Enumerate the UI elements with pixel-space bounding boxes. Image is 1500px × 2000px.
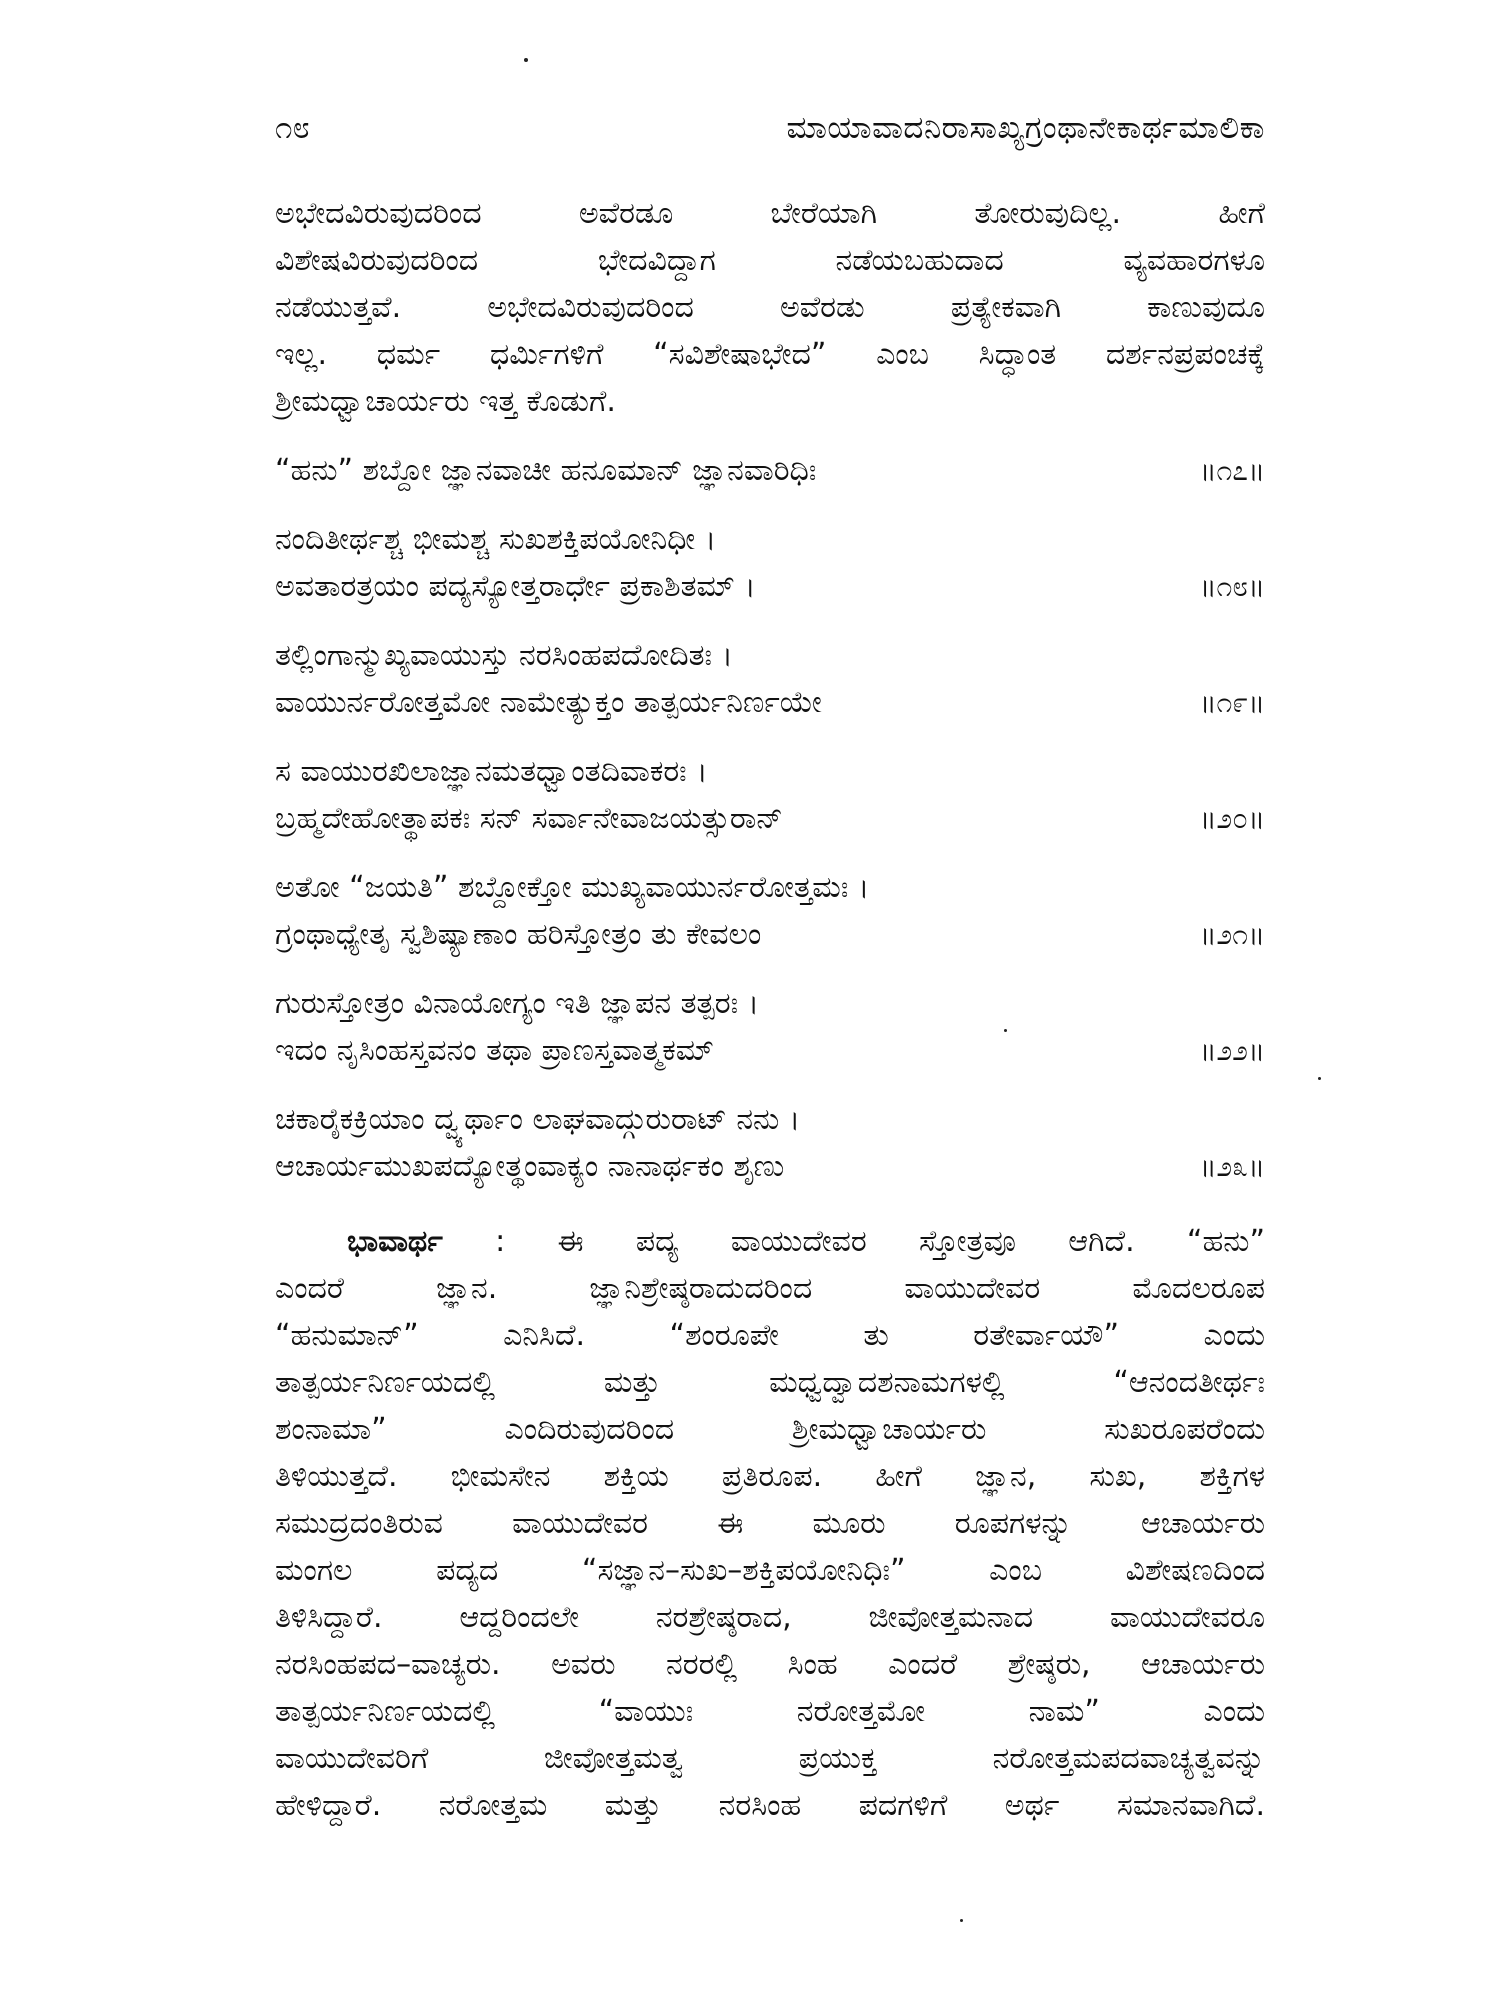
verse-21 — [275, 864, 1265, 958]
verse-number: ॥೨೩॥ — [1199, 1150, 1265, 1183]
text-line: ನಡೆಯುತ್ತವೆ. ಅಭೇದವಿರುವುದರಿಂದ ಅವೆರಡು ಪ್ರತ್ಯೇಕವಾಗಿ ಕಾಣುವುದೂ — [275, 290, 1265, 325]
verse-line: ಅವತಾರತ್ರಯಂ ಪದ್ಯಸ್ಯೋತ್ತರಾರ್ಧೇ ಪ್ರಕಾಶಿತಮ್ । — [275, 569, 756, 604]
scan-speck — [1318, 1077, 1321, 1080]
text-line — [275, 1218, 1265, 1265]
text-line: ವಾಯುದೇವರಿಗೆ ಜೀವೋತ್ತಮತ್ವ ಪ್ರಯುಕ್ತ ನರೋತ್ತಮಪದವಾಚ್ಯತ್ವವನ್ನು — [275, 1741, 1265, 1776]
running-title: ಮಾಯಾವಾದನಿರಾಸಾಖ್ಯಗ್ರಂಥಾನೇಕಾರ್ಥಮಾಲಿಕಾ — [786, 110, 1265, 146]
bhavartha-label: ಭಾವಾರ್ಥ — [347, 1224, 443, 1259]
text-line: ನರಸಿಂಹಪದ–ವಾಚ್ಯರು. ಅವರು ನರರಲ್ಲಿ ಸಿಂಹ ಎಂದರೆ ಶ್ರೇಷ್ಠರು, ಆಚಾರ್ಯರು — [275, 1647, 1265, 1682]
verse-line: ನಂದಿತೀರ್ಥಶ್ಚ ಭೀಮಶ್ಚ ಸುಖಶಕ್ತಿಪಯೋನಿಧೀ । — [275, 522, 717, 557]
page-header — [275, 110, 1265, 166]
text-line: ಇಲ್ಲ. ಧರ್ಮ ಧರ್ಮಿಗಳಿಗೆ “ಸವಿಶೇಷಾಭೇದ” ಎಂಬ ಸಿದ್ಧಾಂತ ದರ್ಶನಪ್ರಪಂಚಕ್ಕೆ — [275, 337, 1265, 372]
verse-20 — [275, 748, 1265, 842]
verse-number: ॥೨೧॥ — [1199, 918, 1265, 951]
scan-speck — [524, 58, 528, 62]
verse-number: ॥೧೯॥ — [1199, 686, 1265, 719]
verse-line: ವಾಯುರ್ನರೋತ್ತಮೋ ನಾಮೇತ್ಯುಕ್ತಂ ತಾತ್ಪರ್ಯನಿರ್ಣಯೇ — [275, 685, 822, 720]
text-line: ತಾತ್ಪರ್ಯನಿರ್ಣಯದಲ್ಲಿ “ವಾಯುಃ ನರೋತ್ತಮೋ ನಾಮ” ಎಂದು — [275, 1694, 1265, 1729]
book-page — [275, 110, 1265, 1829]
verse-line: ತಲ್ಲಿಂಗಾನ್ಮುಖ್ಯವಾಯುಸ್ತು ನರಸಿಂಹಪದೋದಿತಃ । — [275, 638, 733, 673]
scan-speck — [960, 1919, 963, 1922]
verse-line: ಬ್ರಹ್ಮದೇಹೋತ್ಥಾಪಕಃ ಸನ್ ಸರ್ವಾನೇವಾಜಯತ್ಸುರಾನ್ — [275, 801, 783, 836]
verse-line: ಗ್ರಂಥಾಧ್ಯೇತೃ ಸ್ವಶಿಷ್ಯಾಣಾಂ ಹರಿಸ್ತೋತ್ರಂ ತು ಕೇವಲಂ — [275, 917, 762, 952]
text-line: ತಾತ್ಪರ್ಯನಿರ್ಣಯದಲ್ಲಿ ಮತ್ತು ಮಧ್ವದ್ವಾದಶನಾಮಗಳಲ್ಲಿ “ಆನಂದತೀರ್ಥಃ — [275, 1365, 1265, 1400]
text-line: ಶ್ರೀಮಧ್ವಾಚಾರ್ಯರು ಇತ್ತ ಕೊಡುಗೆ. — [275, 384, 616, 419]
bhavartha-first-line: : ಈ ಪದ್ಯ ವಾಯುದೇವರ ಸ್ತೋತ್ರವೂ ಆಗಿದೆ. “ಹನು” — [495, 1224, 1265, 1259]
verse-23 — [275, 1096, 1265, 1190]
verse-number: ॥೨೨॥ — [1199, 1034, 1265, 1067]
verse-line: ಇದಂ ನೃಸಿಂಹಸ್ತವನಂ ತಥಾ ಪ್ರಾಣಸ್ತವಾತ್ಮಕಮ್ — [275, 1033, 714, 1068]
text-line: ತಿಳಿಯುತ್ತದೆ. ಭೀಮಸೇನ ಶಕ್ತಿಯ ಪ್ರತಿರೂಪ. ಹೀಗೆ ಜ್ಞಾನ, ಸುಖ, ಶಕ್ತಿಗಳ — [275, 1459, 1265, 1494]
verse-number: ॥೧೮॥ — [1199, 570, 1265, 603]
text-line: ವಿಶೇಷವಿರುವುದರಿಂದ ಭೇದವಿದ್ದಾಗ ನಡೆಯಬಹುದಾದ ವ್ಯವಹಾರಗಳೂ — [275, 243, 1265, 278]
text-line: ಸಮುದ್ರದಂತಿರುವ ವಾಯುದೇವರ ಈ ಮೂರು ರೂಪಗಳನ್ನು ಆಚಾರ್ಯರು — [275, 1506, 1265, 1541]
text-line: ಮಂಗಲ ಪದ್ಯದ “ಸಜ್ಞಾನ–ಸುಖ–ಶಕ್ತಿಪಯೋನಿಧಿಃ” ಎಂಬ ವಿಶೇಷಣದಿಂದ — [275, 1553, 1265, 1588]
text-line: “ಹನುಮಾನ್” ಎನಿಸಿದೆ. “ಶಂರೂಪೇ ತು ರತೇರ್ವಾಯೌ” ಎಂದು — [275, 1318, 1265, 1353]
intro-paragraph — [275, 190, 1265, 425]
verse-number: ॥೨೦॥ — [1199, 802, 1265, 835]
verse-19 — [275, 632, 1265, 726]
text-line: ಎಂದರೆ ಜ್ಞಾನ. ಜ್ಞಾನಿಶ್ರೇಷ್ಠರಾದುದರಿಂದ ವಾಯುದೇವರ ಮೊದಲರೂಪ — [275, 1271, 1265, 1306]
verse-line: ಗುರುಸ್ತೋತ್ರಂ ವಿನಾಯೋಗ್ಯಂ ಇತಿ ಜ್ಞಾಪನ ತತ್ಪರಃ । — [275, 986, 760, 1021]
verse-line: ಅತೋ “ಜಯತಿ” ಶಬ್ದೋಕ್ತೋ ಮುಖ್ಯವಾಯುರ್ನರೋತ್ತಮಃ । — [275, 870, 870, 905]
bhavartha-paragraph — [275, 1218, 1265, 1829]
verse-line: “ಹನು” ಶಬ್ದೋ ಜ್ಞಾನವಾಚೀ ಹನೂಮಾನ್ ಜ್ಞಾನವಾರಿಧಿಃ — [275, 453, 817, 488]
verse-line: ಚಕಾರೈಕಕ್ರಿಯಾಂ ದ್ವ್ಯರ್ಥಾಂ ಲಾಘವಾದ್ಗುರುರಾಟ್ ನನು । — [275, 1102, 801, 1137]
verse-line: ಆಚಾರ್ಯಮುಖಪದ್ಯೋತ್ಥಂವಾಕ್ಯಂ ನಾನಾರ್ಥಕಂ ಶೃಣು — [275, 1149, 785, 1184]
text-line: ಅಭೇದವಿರುವುದರಿಂದ ಅವೆರಡೂ ಬೇರೆಯಾಗಿ ತೋರುವುದಿಲ್ಲ. ಹೀಗೆ — [275, 196, 1265, 231]
text-line: ತಿಳಿಸಿದ್ದಾರೆ. ಆದ್ದರಿಂದಲೇ ನರಶ್ರೇಷ್ಠರಾದ, ಜೀವೋತ್ತಮನಾದ ವಾಯುದೇವರೂ — [275, 1600, 1265, 1635]
text-line: ಶಂನಾಮಾ” ಎಂದಿರುವುದರಿಂದ ಶ್ರೀಮಧ್ವಾಚಾರ್ಯರು ಸುಖರೂಪರೆಂದು — [275, 1412, 1265, 1447]
verse-22 — [275, 980, 1265, 1074]
verse-18 — [275, 516, 1265, 610]
verse-line: ಸ ವಾಯುರಖಿಲಾಜ್ಞಾನಮತಧ್ವಾಂತದಿವಾಕರಃ । — [275, 754, 708, 789]
verse-17 — [275, 447, 1265, 494]
page-number: ೧೮ — [275, 110, 310, 146]
verse-number: ॥೧೭॥ — [1199, 454, 1265, 487]
text-line: ಹೇಳಿದ್ದಾರೆ. ನರೋತ್ತಮ ಮತ್ತು ನರಸಿಂಹ ಪದಗಳಿಗೆ ಅರ್ಥ ಸಮಾನವಾಗಿದೆ. — [275, 1788, 1265, 1823]
